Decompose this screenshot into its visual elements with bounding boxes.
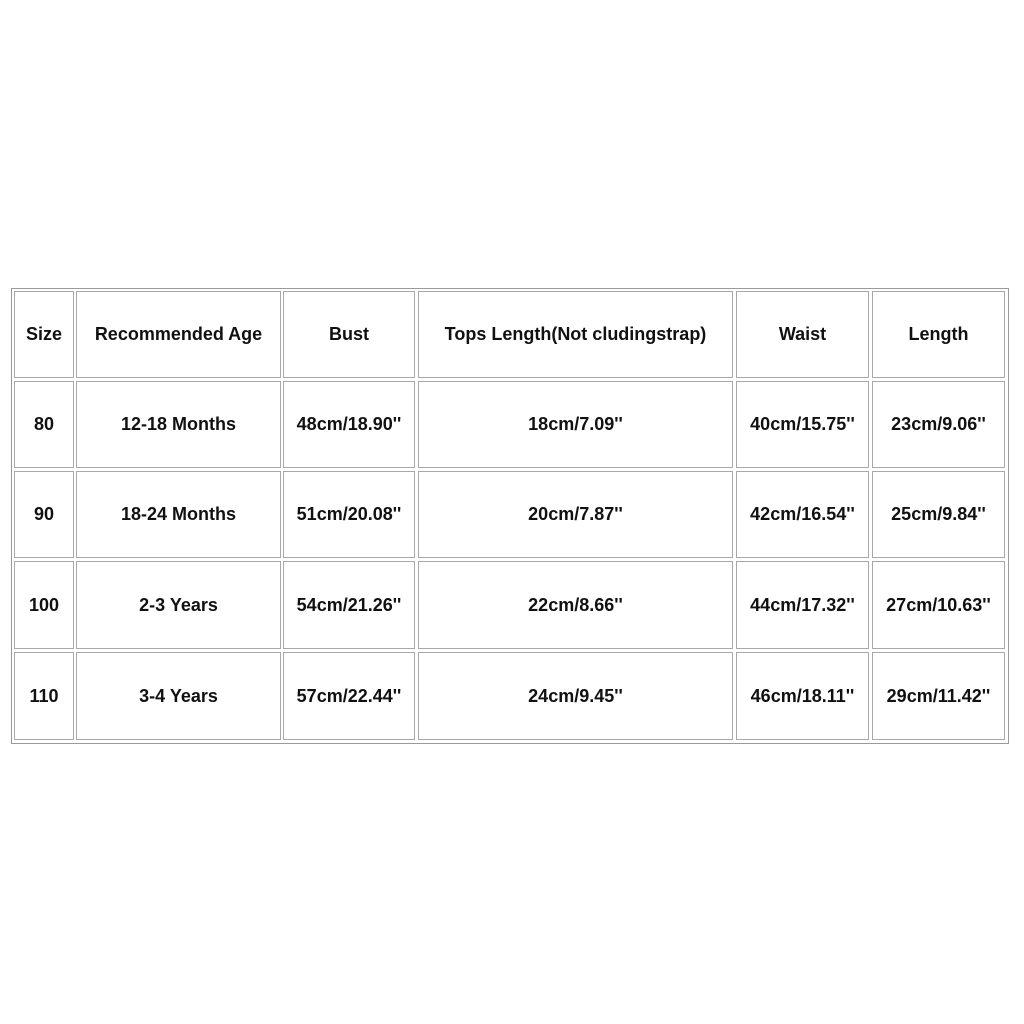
size-cell: 110 (14, 652, 74, 740)
age-cell: 3-4 Years (76, 652, 281, 740)
tops-length-cell: 18cm/7.09'' (418, 381, 733, 468)
header-size: Size (14, 291, 74, 378)
age-cell: 18-24 Months (76, 471, 281, 558)
header-bust: Bust (283, 291, 415, 378)
bust-cell: 51cm/20.08'' (283, 471, 415, 558)
waist-cell: 44cm/17.32'' (736, 561, 869, 649)
length-cell: 23cm/9.06'' (872, 381, 1005, 468)
bust-cell: 48cm/18.90'' (283, 381, 415, 468)
waist-cell: 46cm/18.11'' (736, 652, 869, 740)
bust-cell: 54cm/21.26'' (283, 561, 415, 649)
tops-length-cell: 20cm/7.87'' (418, 471, 733, 558)
length-cell: 27cm/10.63'' (872, 561, 1005, 649)
bust-cell: 57cm/22.44'' (283, 652, 415, 740)
header-tops-length: Tops Length(Not cludingstrap) (418, 291, 733, 378)
tops-length-cell: 22cm/8.66'' (418, 561, 733, 649)
size-cell: 80 (14, 381, 74, 468)
size-chart-table (11, 288, 1009, 744)
waist-cell: 40cm/15.75'' (736, 381, 869, 468)
header-recommended-age: Recommended Age (76, 291, 281, 378)
waist-cell: 42cm/16.54'' (736, 471, 869, 558)
size-cell: 90 (14, 471, 74, 558)
size-cell: 100 (14, 561, 74, 649)
tops-length-cell: 24cm/9.45'' (418, 652, 733, 740)
age-cell: 12-18 Months (76, 381, 281, 468)
age-cell: 2-3 Years (76, 561, 281, 649)
header-waist: Waist (736, 291, 869, 378)
length-cell: 29cm/11.42'' (872, 652, 1005, 740)
length-cell: 25cm/9.84'' (872, 471, 1005, 558)
header-length: Length (872, 291, 1005, 378)
